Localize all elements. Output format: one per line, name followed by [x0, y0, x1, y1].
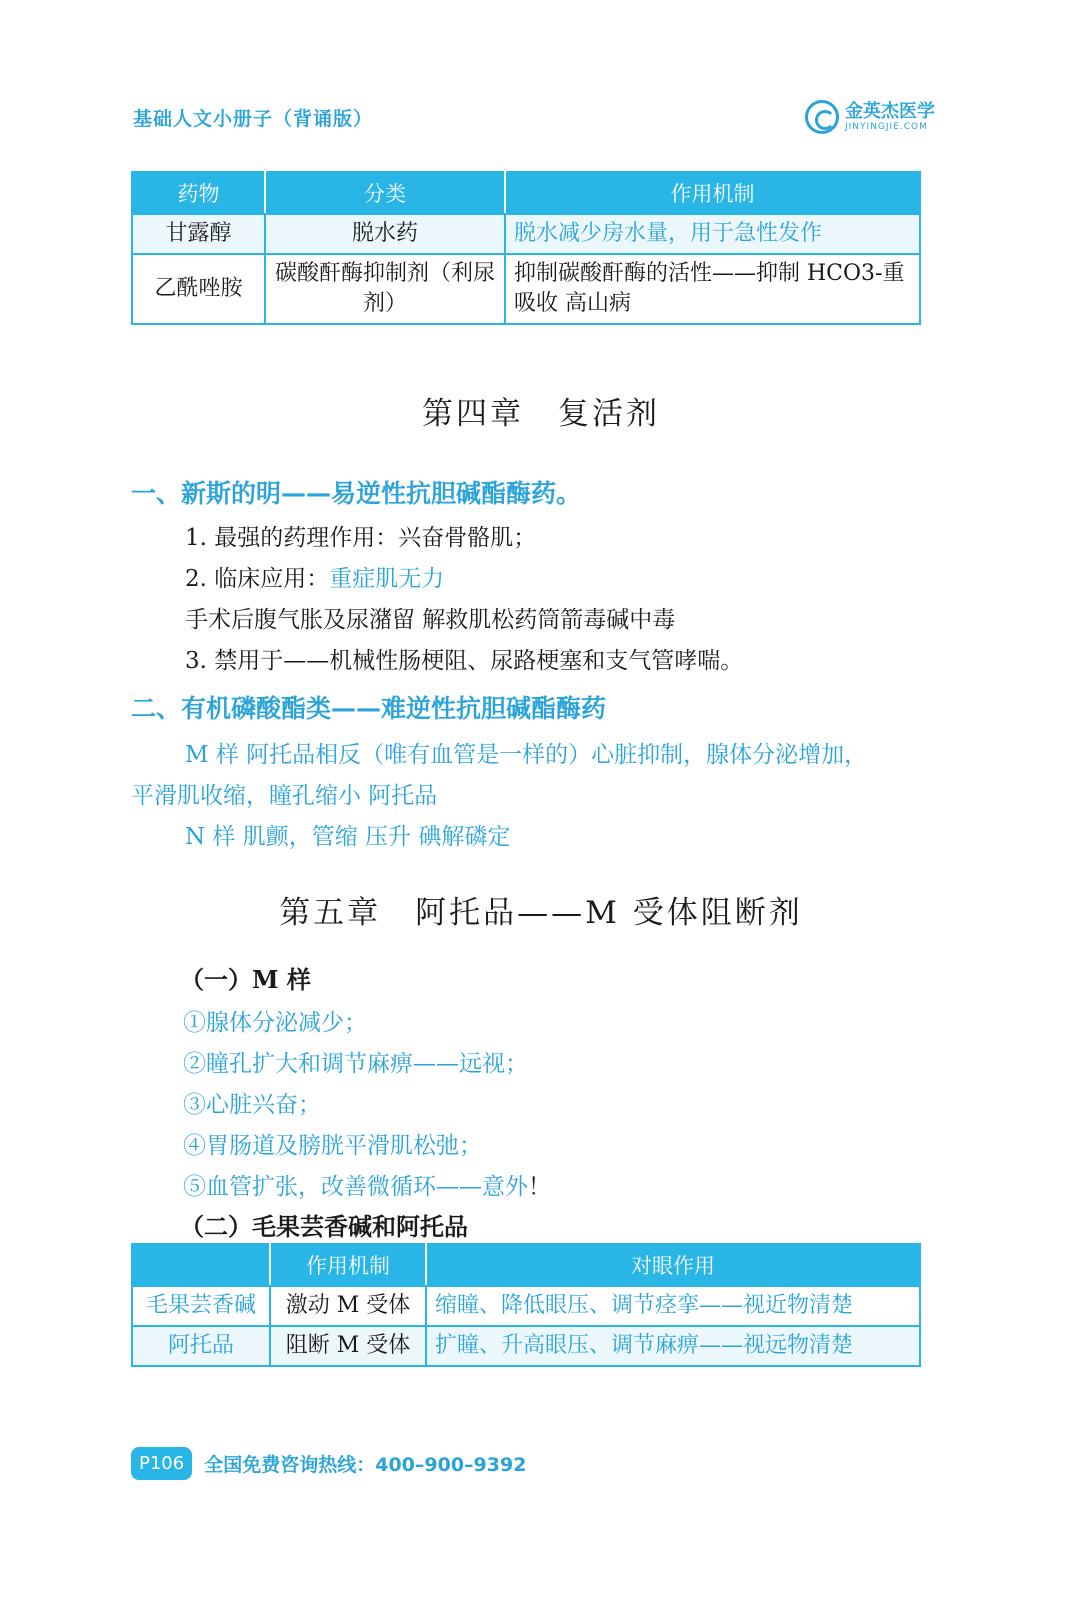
table-cell: 甘露醇 [132, 214, 265, 254]
brand-logo [805, 100, 935, 134]
hotline-text: 全国免费咨询热线：400–900–9392 [204, 1454, 527, 1476]
text-line: 3. 禁用于——机械性肠梗阻、尿路梗塞和支气管哮喘。 [185, 648, 744, 674]
table-row [132, 1286, 920, 1326]
table-header: 分类 [265, 172, 505, 214]
table-header: 药物 [132, 172, 265, 214]
table-cell: 抑制碳酸酐酶的活性——抑制 HCO3-重吸收 高山病 [505, 254, 920, 324]
text-line: 平滑肌收缩，瞳孔缩小 阿托品 [131, 783, 438, 809]
table-header [132, 1244, 270, 1286]
table-cell: 脱水减少房水量，用于急性发作 [505, 214, 920, 254]
list-item: ③心脏兴奋； [183, 1092, 321, 1118]
page-footer [131, 1447, 526, 1480]
table-header: 作用机制 [270, 1244, 426, 1286]
table-cell: 脱水药 [265, 214, 505, 254]
table-cell: 激动 M 受体 [270, 1286, 426, 1326]
section-heading: 二、有机磷酸酯类——难逆性抗胆碱酯酶药 [131, 694, 607, 723]
table-cell: 扩瞳、升高眼压、调节麻痹——视远物清楚 [426, 1326, 920, 1366]
list-item: ①腺体分泌减少； [183, 1010, 367, 1036]
list-item: ④胃肠道及膀胱平滑肌松弛； [183, 1133, 482, 1159]
subheading: （二）毛果芸香碱和阿托品 [180, 1212, 468, 1241]
table-cell: 乙酰唑胺 [132, 254, 265, 324]
table-header: 对眼作用 [426, 1244, 920, 1286]
section-heading: 一、新斯的明——易逆性抗胆碱酯酶药。 [131, 479, 582, 508]
logo-url: JINYINGJIE.COM [845, 121, 928, 132]
table-cell: 缩瞳、降低眼压、调节痉挛——视近物清楚 [426, 1286, 920, 1326]
logo-icon [805, 100, 839, 134]
comparison-table [131, 1243, 921, 1367]
table-row [132, 1326, 920, 1366]
table-cell: 阿托品 [132, 1326, 270, 1366]
page-number: P106 [131, 1447, 192, 1480]
text-line: 1. 最强的药理作用：兴奋骨骼肌； [185, 525, 537, 551]
table-cell: 碳酸酐酶抑制剂（利尿剂） [265, 254, 505, 324]
text-line: 2. 临床应用：重症肌无力 [185, 566, 445, 592]
table-row [132, 214, 920, 254]
text-line: N 样 肌颤，管缩 压升 碘解磷定 [185, 824, 511, 850]
table-header: 作用机制 [505, 172, 920, 214]
header-title: 基础人文小册子（背诵版） [133, 108, 374, 130]
list-item: ⑤血管扩张，改善微循环——意外！ [183, 1174, 551, 1200]
chapter-title: 第五章 阿托品——M 受体阻断剂 [279, 895, 803, 931]
list-item: ②瞳孔扩大和调节麻痹——远视； [183, 1051, 528, 1077]
logo-text: 金英杰医学 [845, 100, 935, 122]
text-line: 手术后腹气胀及尿潴留 解救肌松药筒箭毒碱中毒 [185, 607, 676, 633]
chapter-title: 第四章 复活剂 [422, 396, 660, 432]
subheading: （一）M 样 [180, 965, 311, 994]
table-cell: 毛果芸香碱 [132, 1286, 270, 1326]
drug-table [131, 171, 921, 325]
text-line: M 样 阿托品相反（唯有血管是一样的）心脏抑制，腺体分泌增加， [185, 742, 868, 768]
table-cell: 阻断 M 受体 [270, 1326, 426, 1366]
table-row [132, 254, 920, 324]
